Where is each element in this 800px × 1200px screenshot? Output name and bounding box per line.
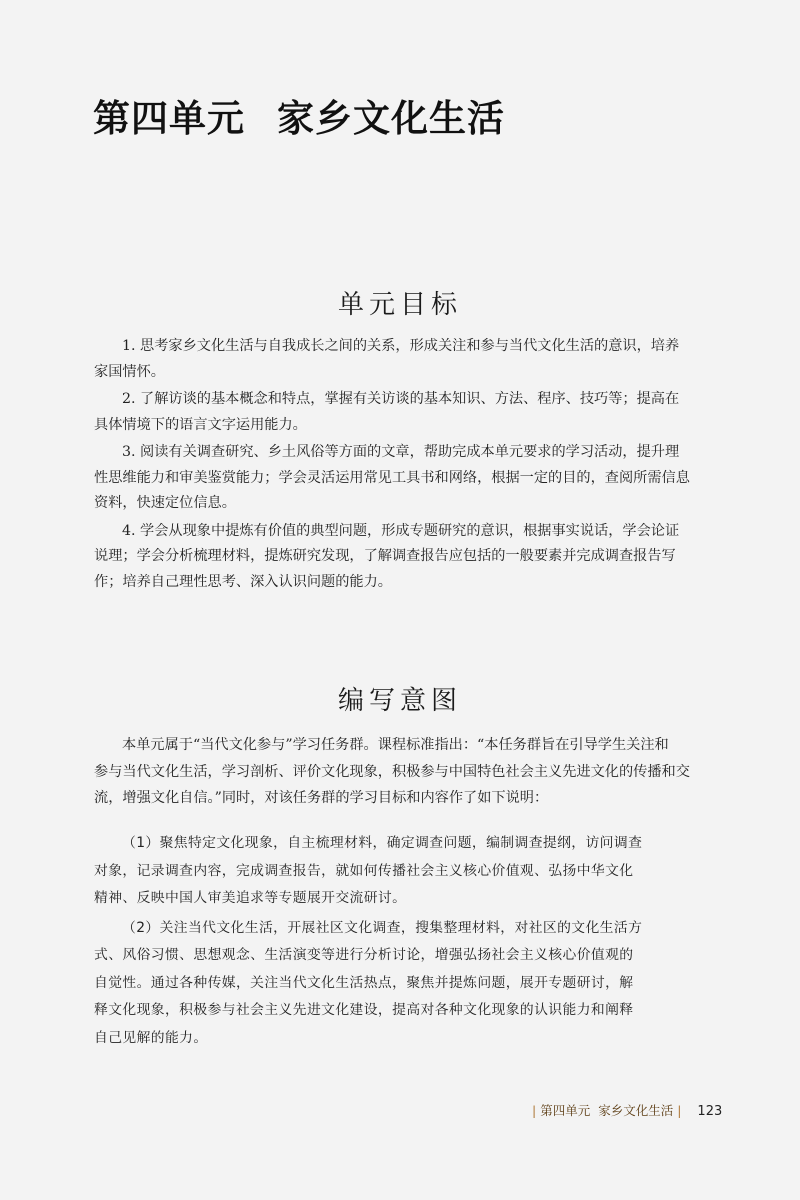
quote-line: 释文化现象，积极参与社会主义先进文化建设，提高对各种文化现象的认识能力和阐释: [94, 1002, 634, 1018]
intro-line: 参与当代文化生活，学习剖析、评价文化现象，积极参与中国特色社会主义先进文化的传播和交: [94, 763, 690, 780]
goals-list: [94, 334, 722, 597]
standard-quote: [94, 830, 722, 1054]
unit-number: 第四单元: [93, 96, 245, 140]
goal-line: 家国情怀。: [94, 363, 165, 380]
goals-heading: 单元目标: [337, 290, 462, 320]
goal-line: 4. 学会从现象中提炼有价值的典型问题，形成专题研究的意识，根据事实说话，学会论证: [122, 522, 680, 539]
footer-unit: 第四单元: [540, 1103, 591, 1118]
intent-intro: [94, 732, 722, 812]
goal-line: 3. 阅读有关调查研究、乡土风俗等方面的文章，帮助完成本单元要求的学习活动，提升理: [122, 444, 680, 460]
footer-divider: |: [677, 1103, 682, 1118]
goal-line: 作；培养自己理性思考、深入认识问题的能力。: [94, 573, 392, 590]
goal-item: [94, 387, 722, 438]
goal-line: 1. 思考家乡文化生活与自我成长之间的关系，形成关注和参与当代文化生活的意识，培养: [122, 338, 680, 354]
unit-title: [93, 88, 505, 142]
quote-line: 式、风俗习惯、思想观念、生活演变等进行分析讨论，增强弘扬社会主义核心价值观的: [94, 947, 634, 963]
intro-line: 本单元属于“当代文化参与”学习任务群。课程标准指出：“本任务群旨在引导学生关注和: [122, 737, 669, 753]
quote-line: 精神、反映中国人审美追求等专题展开交流研讨。: [94, 890, 407, 906]
quote-line: （1）聚焦特定文化现象，自主梳理材料，确定调查问题，编制调查提纲，访问调查: [122, 835, 643, 851]
unit-name: 家乡文化生活: [277, 96, 505, 140]
goal-item: [94, 440, 722, 517]
goal-line: 2. 了解访谈的基本概念和特点，掌握有关访谈的基本知识、方法、程序、技巧等；提高在: [122, 391, 680, 407]
footer-title: 家乡文化生活: [598, 1103, 674, 1118]
page-number: 123: [697, 1104, 723, 1119]
goal-line: 说理；学会分析梳理材料，提炼研究发现，了解调查报告应包括的一般要素并完成调查报告写: [94, 548, 676, 564]
goal-line: 具体情境下的语言文字运用能力。: [94, 416, 307, 433]
quote-line: 自觉性。通过各种传媒，关注当代文化生活热点，聚焦并提炼问题，展开专题研讨，解: [94, 974, 634, 991]
goal-line: 资料，快速定位信息。: [94, 495, 236, 511]
goal-item: [94, 334, 722, 385]
intro-line: 流，增强文化自信。”同时，对该任务群的学习目标和内容作了如下说明：: [94, 790, 549, 806]
quote-line: 自己见解的能力。: [94, 1029, 208, 1046]
quote-line: （2）关注当代文化生活，开展社区文化调查，搜集整理材料，对社区的文化生活方: [122, 919, 643, 936]
intent-heading: 编写意图: [337, 686, 462, 716]
quote-line: 对象，记录调查内容，完成调查报告，就如何传播社会主义核心价值观、弘扬中华文化: [94, 862, 634, 879]
goal-item: [94, 519, 722, 596]
quote-item: [94, 830, 722, 913]
goal-line: 性思维能力和审美鉴赏能力；学会灵活运用常见工具书和网络，根据一定的目的，查阅所需信息: [94, 469, 690, 486]
footer-divider: |: [532, 1103, 537, 1118]
quote-item: [94, 915, 722, 1053]
page-footer: [528, 1101, 722, 1119]
